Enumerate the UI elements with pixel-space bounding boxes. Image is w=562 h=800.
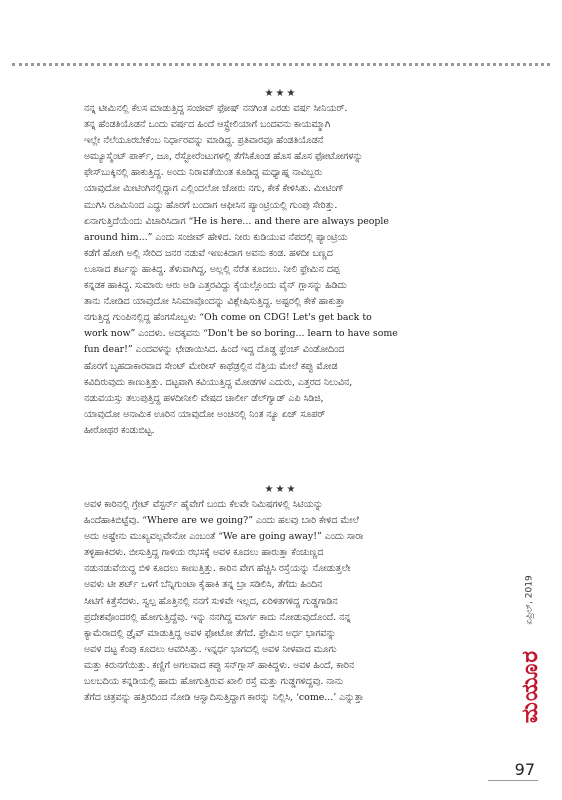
section-break-stars-1: ★★★ <box>264 88 298 99</box>
text-line: ಯಾವುದೋ ಅನಾಮಿಕ ಊರಿನ ಯಾವುದೋ ಅಂಚಿನಲ್ಲಿ ನಿಂತ ನ್ಯೂ ಏಜ್ ಸೂಪರ್ <box>84 408 326 420</box>
text-line: ನಡುನಡುವೆಯಿದ್ದ ಬಿಳಿ ಕೂದಲು ಕಾಣುತ್ತಿತ್ತು. ಕಾರಿನ ವೇಗ ಹೆಚ್ಚಿಸಿ ರಸ್ತೆಯನ್ನು ನೋಡುತ್ತಲೇ <box>84 563 351 575</box>
text-line: ನಗುತ್ತಿದ್ದ ಗುಂಪಿನಲ್ಲಿದ್ದ ಹೆಂಗಸೊಬ್ಬಳು “Oh come on CDG! Let's get back to <box>84 312 372 324</box>
magazine-name: ಮಯೂರ <box>518 649 544 723</box>
text-line: ತೆಗೆದ ಚಿತ್ರವನ್ನು ಹತ್ತಿರದಿಂದ ನೋಡಿ ಆಸ್ವಾದಿಸುತ್ತಿದ್ದಾಗ ಕಾರನ್ನು ನಿಲ್ಲಿಸಿ, ‘come...’ ಎನ್ನುತ್ತಾ <box>84 692 364 704</box>
text-line: ಬಲಬದಿಯ ಕನ್ನಡಿಯಲ್ಲಿ ಹಾದು ಹೋಗುತ್ತಿರುವ ಖಾಲಿ ರಸ್ತೆ ಮತ್ತು ಗುಡ್ಡಗಳಿದ್ದವು. ನಾನು <box>84 676 344 688</box>
text-line: fun dear!” ಎಂದವಳನ್ನು ಛೇಡಾಯಿಸಿದ. ಹಿಂದೆ ಇದ್ದ ದೊಡ್ಡ ಫ್ರೆಂಚ್ ವಿಂಡೋದಿಂದ <box>84 344 345 356</box>
text-line: ತಾನು ನೋಡಿದ ಯಾವುದೋ ಸಿನಿಮಾವೊಂದನ್ನು ವಿಶ್ಲೇಷಿಸುತ್ತಿದ್ದ. ಅಷ್ಟರಲ್ಲಿ ಕೇಕೆ ಹಾಕುತ್ತಾ <box>84 296 345 308</box>
text-line: ಅವಳ ಕಾರಿನಲ್ಲಿ ಗ್ರೇಟ್ ವೆಸ್ಟರ್ನ್ ಹೈವೇಗೆ ಬಂದು ಕೆಲವೇ ನಿಮಿಷಗಳಲ್ಲಿ ಸಿಟಿಯನ್ನು <box>84 499 324 510</box>
text-line: around him...” ಎಂದು ಸಂಜೀವ್ ಹೇಳಿದ. ನೀರು ಕುಡಿಯುವ ನೆಪದಲ್ಲಿ ಪ್ಯಾಂಟ್ರಿಯ <box>84 231 348 243</box>
text-line: ಅದು ಅಷ್ಟೇನು ಮುಖ್ಯವಲ್ಲವೇನೋ ಎಂಬಂತೆ “We are going away!” ಎಂದು ಸಾರಾ <box>84 531 364 543</box>
text-line: ಕವಿದಿರುವುದು ಕಾಣುತ್ತಿತ್ತು. ದಟ್ಟವಾಗಿ ಕವಿಯುತ್ತಿದ್ದ ಮೋಡಗಳ ಎದುರು, ಎತ್ತರದ ನಿಲುವಿನ, <box>84 376 353 388</box>
article-paragraph-1 <box>84 101 488 439</box>
text-line: ಕನ್ನಡಕ ಹಾಕಿದ್ದ. ಸುಮಾರು ಆರು ಅಡಿ ಎತ್ತರವಿದ್ದು ಕೈಯಲ್ಲೊಂದು ವೈನ್ ಗ್ಲಾಸನ್ನು ಹಿಡಿದು <box>84 280 347 292</box>
text-line: ಸೀಟಿಗೆ ಕಿತ್ತೆಸೆದಳು. ಸ್ವಲ್ಪ ಹೊತ್ತಿನಲ್ಲಿ ನನಗೆ ಸುಳಿವೇ ಇಲ್ಲದ, ಏರಿಳಿತಗಳಿದ್ದ ಗುಡ್ಡಗಾಡಿನ <box>84 595 338 607</box>
text-line: ಅವಳ ದಟ್ಟ ಕೆಂಪು ಕೂದಲು ಆವರಿಸಿತ್ತು. ಇನ್ನರ್ಧ ಭಾಗದಲ್ಲಿ ಅವಳ ನೀಳವಾದ ಮೂಗು <box>84 643 337 655</box>
text-line: ತನ್ನ ಹೆಂಡತಿಯೊಡನೆ ಒಂದು ವರ್ಷದ ಹಿಂದೆ ಆಸ್ಟ್ರೇಲಿಯಾಗೆ ಬಂದವನು ಕಾಯಮ್ಮಾಗಿ <box>84 119 331 131</box>
text-line: ಏನಾಗುತ್ತಿದೆಯೆಂದು ವಿಚಾರಿಸಿದಾಗ “He is here... and there are always people <box>84 215 389 227</box>
magazine-logo <box>518 636 544 736</box>
text-line: ಮತ್ತು ಕಿರುನಗೆಯಿತ್ತು. ಕಣ್ಣಿಗೆ ಅಗಲವಾದ ಕಪ್ಪು ಸನ್‌ಗ್ಲಾಸ್ ಹಾಕಿದ್ದಳು. ಅವಳ ಹಿಂದೆ, ಕಾರಿನ <box>84 659 355 671</box>
issue-date-text: ಏಪ್ರಿಲ್, 2019 <box>525 575 536 625</box>
text-line: ಯಾವುದೋ ಮೀಟಿಂಗಿನಲ್ಲಿದ್ದಾಗ ಎಲ್ಲಿಂದಲೋ ಜೋರು ನಗು, ಕೇಕೆ ಕೇಳಿಸಿತು. ಮೀಟಿಂಗ್ <box>84 183 344 195</box>
text-line: ಅವಳು ಟೀ ಶರ್ಟ್ ಒಳಗೆ ಬೆನ್ನಿಗುಂಟಾ ಕೈಹಾಕಿ ತನ್ನ ಬ್ರಾ ಸಡಿಲಿಸಿ, ತೆಗೆದು ಹಿಂದಿನ <box>84 579 323 591</box>
text-line: ಇಲ್ಲೇ ನೆಲೆಯೂರಬೇಕೆಂಬ ನಿರ್ಧಾರವನ್ನು ಮಾಡಿದ್ದ. ಪ್ರತಿವಾರವೂ ಹೆಂಡತಿಯೊಡನೆ <box>84 135 324 147</box>
text-line: ನನ್ನ ಟೀಮಿನಲ್ಲಿ ಕೆಲಸ ಮಾಡುತ್ತಿದ್ದ ಸಂಜೀವ್ ಫೋಷ್ ನನಗಿಂತ ಎರಡು ವರ್ಷ ಸೀನಿಯರ್. <box>84 103 348 114</box>
page-number: 97 <box>514 760 535 779</box>
page-number-rule <box>488 780 538 781</box>
text-line: ಪ್ರದೇಶವೊಂದರಲ್ಲಿ ಹೋಗುತ್ತಿದ್ದೆವು. ಇನ್ನು ನನಗಿದ್ದ ಮಾರ್ಗ ಕಾದು ನೋಡುವುದೊಂದೆ. ನನ್ನ <box>84 611 351 623</box>
text-line: ಹೊರಗೆ ಬೃಹದಾಕಾರವಾದ ಸೇಂಟ್ ಮೇರೀಸ್ ಕಾಥೆಡ್ರಲ್ಲಿನ ನೆತ್ತಿಯ ಮೇಲೆ ಕಪ್ಪು ಮೋಡ <box>84 360 338 372</box>
top-dotted-rule <box>12 63 550 66</box>
text-line: ಫೇಸ್‌ಬುಕ್ಕಿನಲ್ಲಿ ಹಾಕುತ್ತಿದ್ದ. ಅಂದು ನಿರಾವತೆಯಿಂತ ಕೂಡಿದ್ದ ಮಧ್ಯಾಹ್ನ ನಾವಿಬ್ಬರು <box>84 167 323 179</box>
text-line: ಕಡೆಗೆ ಹೋಗಿ ಅಲ್ಲಿ ಸೇರಿದ ಜನರ ನಡುವೆ ಇಣುಕಿದಾಗ ಅವನು ಕಂಡ. ಹಳದೀ ಬಣ್ಣದ <box>84 247 333 259</box>
article-paragraph-2 <box>84 497 488 706</box>
text-line: ಹೀರೋಥರ ಕಂಡುಬಿಟ್ಟ. <box>84 424 155 436</box>
text-line: ಲೂಸಾದ ಶರ್ಟನ್ನು ಹಾಕಿದ್ದ. ತೆಳುವಾಗಿದ್ದ, ಅಲ್ಲಲ್ಲಿ ನೆರೆತ ಕೂದಲು. ನೀಲಿ ಫ್ರೇಮಿನ ದಪ್ಪ <box>84 263 340 275</box>
issue-date <box>513 565 547 635</box>
section-break-stars-2: ★★★ <box>264 484 298 495</box>
text-line: ನಡುವಯಸ್ಸು ತಲುಪುತ್ತಿದ್ದ ಹಳದೀನೀಲಿ ವೇಷದ ಚಾರ್ಲೀ ಡೆಲ್‌ಗ್ಯಾಡ್ ಎಪಿ ಸಿಡಿಜಿ, <box>84 392 324 404</box>
text-line: ತಳ್ಳಿಹಾಕಿದಳು. ಬೀಸುತ್ತಿದ್ದ ಗಾಳಿಯ ರಭಸಕ್ಕೆ ಅವಳ ಕೂದಲು ಹಾರುತ್ತಾ ಕೆಂಚುಣ್ಣದ <box>84 547 324 559</box>
text-line: ಅಮ್ಯೂಸ್ಮೆಂಟ್ ಪಾರ್ಕ್, ಜೂ, ರೆಸ್ಟೋರೆಂಟುಗಳಲ್ಲಿ ತೆಗೆಸಿಕೊಂಡ ಹೊಸ ಹೊಸ ಫೋಟೋಗಳನ್ನು <box>84 151 363 163</box>
text-line: ಮುಗಿಸಿ ರೂಮಿನಿಂದ ಎದ್ದು ಹೊರಗೆ ಬಂದಾಗ ಆಫೀಸಿನ ಪ್ಯಾಂಟ್ರಿಯಲ್ಲಿ ಗುಂಪು ಸೇರಿತ್ತು. <box>84 199 338 211</box>
text-line: ಹಿಂದೆಹಾಕಿಬಿಟ್ಟೆವು. “Where are we going?” ಎಂದು ಹಲವು ಬಾರಿ ಕೇಳಿದ ಮೇಲೆ <box>84 515 359 527</box>
text-line: work now” ಎಂದಳು. ಅದಕ್ಕವನು “Don't be so boring... learn to have some <box>84 328 398 340</box>
text-line: ಕ್ಯಾಮೆರಾದಲ್ಲಿ ಡ್ರೈವ್ ಮಾಡುತ್ತಿದ್ದ ಅವಳ ಫೋಟೋ ತೆಗೆದೆ. ಫ್ರೇಮಿನ ಅರ್ಧ ಭಾಗವನ್ನು <box>84 627 337 639</box>
